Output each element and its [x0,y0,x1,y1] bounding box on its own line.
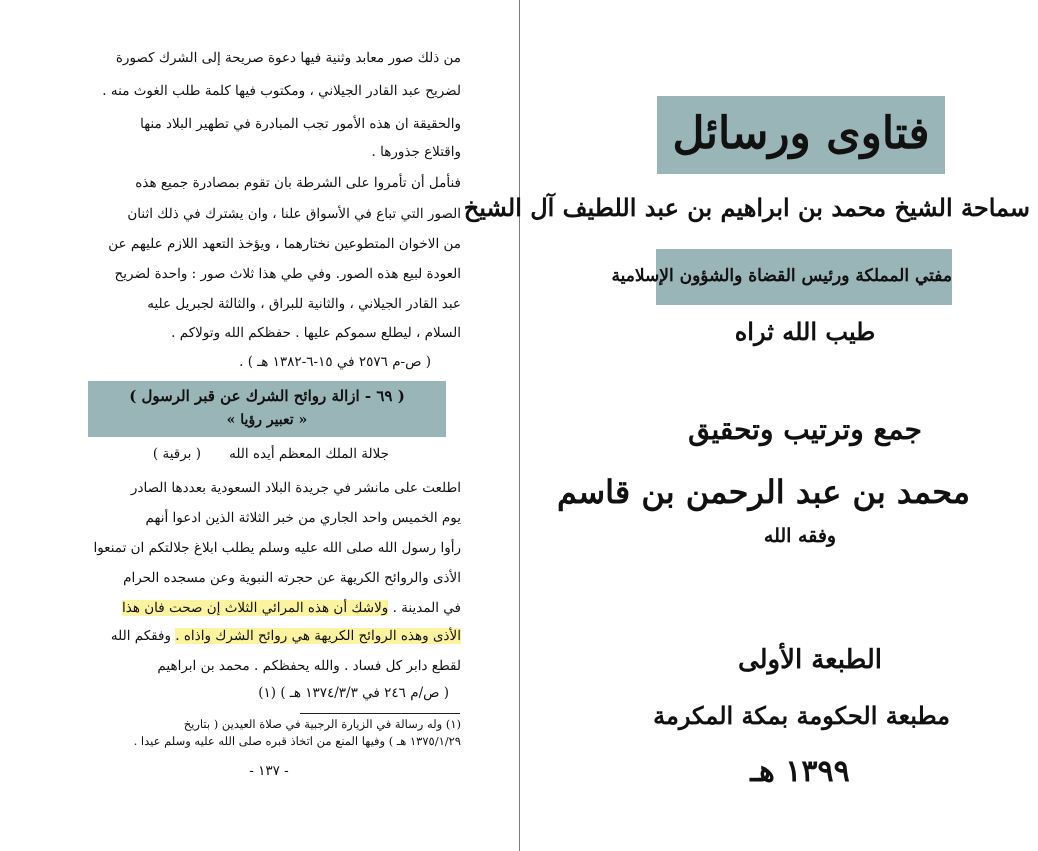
footnote-line: ١٣٧٥/١/٢٩ هـ ) وفيها المنع من اتخاذ قبره صلى الله عليه وسلم عيدا . [133,734,461,748]
edition: الطبعة الأولى [737,645,883,675]
paragraph-line: لضريح عبد القادر الجيلاني ، ومكتوب فيها كلمة طلب الغوث منه . [102,83,461,99]
paragraph-line: السلام ، ليطلع سموكم عليها . حفظكم الله وتولاكم . [171,325,461,341]
highlighted-text: الأذى وهذه الروائح الكريهة هي روائح الشرك واذاه . [175,628,461,644]
author-role: مفتي المملكة ورئيس القضاة والشؤون الإسلامية [611,266,952,286]
paragraph-line: والحقيقة ان هذه الأمور تجب المبادرة في تطهير البلاد منها [140,116,461,132]
footnote-divider [300,713,460,714]
compiler-name: محمد بن عبد الرحمن بن قاسم [557,473,970,511]
body-text: في المدينة . [392,600,461,616]
paragraph-line: الصور التي تباع في الأسواق علنا ، وان يشترك في ذلك اثنان [127,206,461,222]
section-heading: ( ٦٩ - ازالة روائح الشرك عن قبر الرسول ) [129,387,405,405]
reference-line: ( ص-م ٢٥٧٦ في ١٥-٦-١٣٨٢ هـ ) . [239,354,431,370]
paragraph-line: فنأمل أن تأمروا على الشرطة بان تقوم بمصادرة جميع هذه [135,175,461,191]
body-line: رأوا رسول الله صلى الله عليه وسلم يطلب ابلاغ جلالتكم ان تمنعوا [93,540,461,556]
body-line [61,626,461,646]
role-box [611,249,952,305]
footnote-line: (١) وله رسالة في الزيارة الرجبية في صلاة العيدين ( بتاريخ [183,717,461,731]
body-line: يوم الخميس واحد الجاري من خبر الثلاثة الذين ادعوا أنهم [145,510,461,526]
printer: مطبعة الحكومة بمكة المكرمة [653,701,950,730]
paragraph-line: واقتلاع جذورها . [371,144,461,160]
highlighted-text: ولاشك أن هذه المرائي الثلاث إن صحت فان هذا [122,600,389,616]
paragraph-line: عبد القادر الجيلاني ، والثانية للبراق ، والثالثة لجبريل عليه [147,296,461,312]
addressee: جلالة الملك المعظم أيده الله [229,446,389,462]
body-line: الأذى والروائح الكريهة عن حجرته النبوية وعن مسجده الحرام [123,570,461,586]
reference-line: ( ص/م ٢٤٦ في ١٣٧٤/٣/٣ هـ ) (١) [258,685,449,701]
book-title: فتاوى ورسائل [672,108,930,159]
compiled-by: جمع وترتيب وتحقيق [688,413,922,446]
body-line [61,598,461,618]
right-page [463,0,1038,851]
paragraph-line: من الاخوان المتطوعين نختارهما ، ويؤخذ التعهد اللازم عليهم عن [108,236,461,252]
telegram-label: ( برقية ) [152,446,201,462]
body-line: اطلعت على مانشر في جريدة البلاد السعودية بعددها الصادر [130,480,461,496]
paragraph-line: العودة لبيع هذه الصور. وفي طي هذا ثلاث صور : واحدة لضريح [114,266,461,282]
body-text: وفقكم الله [110,628,171,644]
section-heading-box [88,381,446,437]
title-box [657,96,945,174]
publication-year: ١٣٩٩ هـ [750,754,850,789]
body-line: لقطع دابر كل فساد . والله يحفظكم . محمد بن ابراهيم [157,658,461,674]
author-name: سماحة الشيخ محمد بن ابراهيم بن عبد اللطيف آل الشيخ [463,193,1030,222]
section-subheading: « تعبير رؤيا » [226,412,308,428]
compiler-blessing: وفقه الله [763,525,837,547]
blessing: طيب الله ثراه [734,317,876,346]
paragraph-line: من ذلك صور معابد وثنية فيها دعوة صريحة إلى الشرك كصورة [115,50,461,66]
page-number: - ١٣٧ - [249,763,289,779]
